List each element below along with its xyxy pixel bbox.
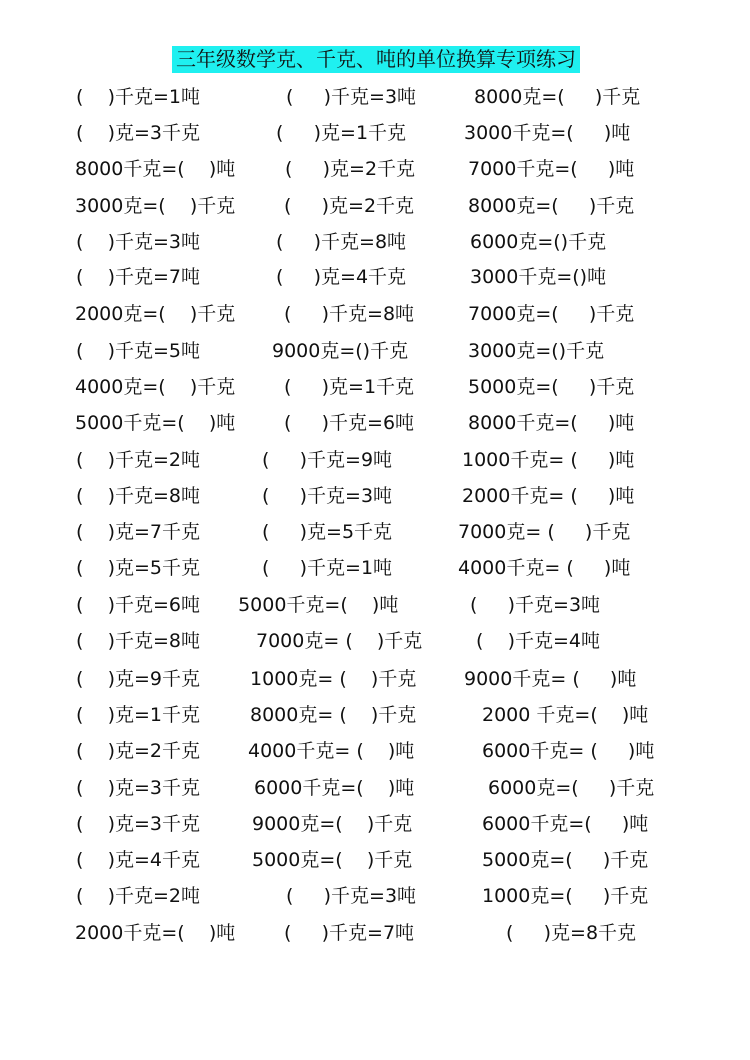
- exercise-problem: 4000千克= ( )吨: [458, 557, 631, 579]
- exercise-problem: ( )克=2千克: [285, 158, 416, 180]
- exercise-problem: ( )克=4千克: [276, 266, 407, 288]
- exercise-problem: 4000千克= ( )吨: [248, 740, 415, 762]
- exercise-problem: ( )克=2千克: [76, 740, 200, 762]
- exercise-problem: 3000千克=()吨: [470, 266, 607, 288]
- exercise-problem: 9000克=( )千克: [252, 813, 413, 835]
- exercise-problem: 8000千克=( )吨: [75, 158, 236, 180]
- exercise-problem: 3000千克=( )吨: [464, 122, 631, 144]
- exercise-problem: 7000克= ( )千克: [458, 521, 631, 543]
- exercise-row: [0, 736, 750, 766]
- exercise-problem: ( )千克=4吨: [476, 630, 600, 652]
- exercise-row: [0, 590, 750, 620]
- exercise-problem: ( )克=4千克: [76, 849, 200, 871]
- exercise-problem: 9000克=()千克: [272, 340, 409, 362]
- exercise-row: [0, 664, 750, 694]
- exercise-row: [0, 700, 750, 730]
- exercise-row: [0, 154, 750, 184]
- exercise-problem: 6000千克=( )吨: [254, 777, 415, 799]
- exercise-problem: ( )千克=1吨: [262, 557, 393, 579]
- exercise-problem: 2000 千克=( )吨: [482, 704, 649, 726]
- exercise-problem: ( )千克=3吨: [470, 594, 601, 616]
- exercise-problem: ( )千克=6吨: [284, 412, 415, 434]
- exercise-problem: 8000千克=( )吨: [468, 412, 635, 434]
- exercise-problem: 7000克= ( )千克: [256, 630, 423, 652]
- exercise-row: [0, 262, 750, 292]
- exercise-row: [0, 372, 750, 402]
- exercise-problem: 3000克=( )千克: [75, 195, 236, 217]
- exercise-problem: ( )千克=2吨: [76, 449, 200, 471]
- exercise-row: [0, 82, 750, 112]
- exercise-problem: 7000千克=( )吨: [468, 158, 635, 180]
- exercise-problem: ( )克=7千克: [76, 521, 200, 543]
- exercise-problem: ( )千克=8吨: [76, 485, 200, 507]
- exercise-row: [0, 845, 750, 875]
- exercise-row: [0, 445, 750, 475]
- exercise-problem: ( )克=1千克: [284, 376, 415, 398]
- exercise-problem: ( )克=5千克: [76, 557, 200, 579]
- exercise-problem: ( )克=3千克: [76, 777, 200, 799]
- exercise-row: [0, 481, 750, 511]
- exercise-row: [0, 118, 750, 148]
- exercise-problem: ( )千克=3吨: [76, 231, 200, 253]
- exercise-row: [0, 517, 750, 547]
- exercise-problem: ( )千克=3吨: [262, 485, 393, 507]
- exercise-row: [0, 626, 750, 656]
- exercise-problem: ( )克=1千克: [276, 122, 407, 144]
- exercise-problem: 8000克=( )千克: [474, 86, 641, 108]
- exercise-problem: 8000克= ( )千克: [250, 704, 417, 726]
- exercise-problem: ( )千克=1吨: [76, 86, 200, 108]
- exercise-problem: 5000千克=( )吨: [75, 412, 236, 434]
- exercise-problem: ( )千克=8吨: [276, 231, 407, 253]
- exercise-problem: 6000克=()千克: [470, 231, 607, 253]
- exercise-problem: ( )克=3千克: [76, 813, 200, 835]
- exercise-problem: ( )千克=5吨: [76, 340, 200, 362]
- exercise-problem: 6000千克=( )吨: [482, 813, 649, 835]
- exercise-problem: ( )千克=7吨: [76, 266, 200, 288]
- exercise-problem: ( )克=5千克: [262, 521, 393, 543]
- exercise-problem: ( )克=9千克: [76, 668, 200, 690]
- exercise-row: [0, 191, 750, 221]
- exercise-problem: 6000克=( )千克: [488, 777, 655, 799]
- exercise-problem: ( )千克=6吨: [76, 594, 200, 616]
- exercise-problem: 1000克=( )千克: [482, 885, 649, 907]
- exercise-problem: ( )千克=9吨: [262, 449, 393, 471]
- exercise-problem: 8000克=( )千克: [468, 195, 635, 217]
- exercise-problem: 2000克=( )千克: [75, 303, 236, 325]
- exercise-problem: ( )千克=3吨: [286, 86, 417, 108]
- exercise-problem: 1000克= ( )千克: [244, 668, 417, 690]
- exercise-problem: 5000克=( )千克: [468, 376, 635, 398]
- exercise-row: [0, 881, 750, 911]
- exercise-problem: 3000克=()千克: [468, 340, 605, 362]
- exercise-row: [0, 227, 750, 257]
- exercise-problem: 5000克=( )千克: [252, 849, 413, 871]
- exercise-row: [0, 553, 750, 583]
- exercise-problem: 2000千克= ( )吨: [462, 485, 635, 507]
- exercise-problem: ( )千克=7吨: [284, 922, 415, 944]
- exercise-problem: ( )千克=8吨: [76, 630, 200, 652]
- exercise-problem: 2000千克=( )吨: [75, 922, 236, 944]
- exercise-problem: 1000千克= ( )吨: [462, 449, 635, 471]
- exercise-row: [0, 773, 750, 803]
- exercise-problem: 7000克=( )千克: [468, 303, 635, 325]
- exercise-problem: 9000千克= ( )吨: [464, 668, 637, 690]
- exercise-problem: ( )克=2千克: [284, 195, 415, 217]
- exercise-row: [0, 918, 750, 948]
- exercise-row: [0, 408, 750, 438]
- exercise-problem: 4000克=( )千克: [75, 376, 236, 398]
- exercise-problem: ( )克=8千克: [506, 922, 637, 944]
- worksheet-title: 三年级数学克、千克、吨的单位换算专项练习: [172, 46, 580, 73]
- exercise-problem: ( )克=1千克: [76, 704, 200, 726]
- exercise-problem: ( )千克=8吨: [284, 303, 415, 325]
- exercise-row: [0, 336, 750, 366]
- exercise-problem: 6000千克= ( )吨: [482, 740, 655, 762]
- exercise-row: [0, 809, 750, 839]
- exercise-problem: ( )千克=3吨: [286, 885, 417, 907]
- exercise-problem: ( )克=3千克: [76, 122, 200, 144]
- exercise-row: [0, 299, 750, 329]
- exercise-problem: 5000千克=( )吨: [226, 594, 399, 616]
- exercise-problem: ( )千克=2吨: [76, 885, 200, 907]
- exercise-problem: 5000克=( )千克: [482, 849, 649, 871]
